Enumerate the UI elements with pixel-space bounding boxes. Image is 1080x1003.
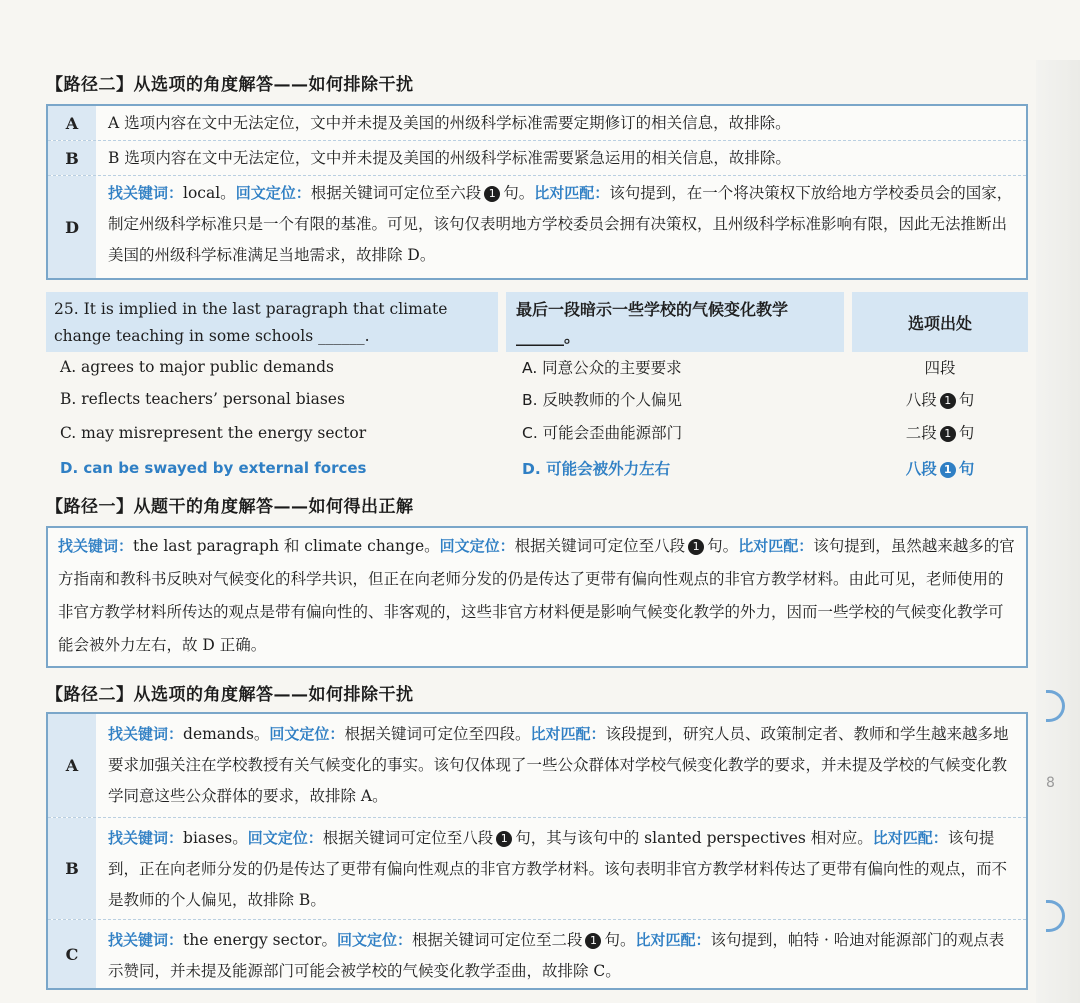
margin-number: 8 bbox=[1046, 775, 1055, 791]
question-stem-zh: 最后一段暗示一些学校的气候变化教学______。 bbox=[506, 292, 844, 352]
option-en: A. agrees to major public demands bbox=[60, 358, 334, 376]
locate-label: 回文定位： bbox=[235, 184, 311, 202]
option-label: B bbox=[48, 141, 96, 175]
source-column-header: 选项出处 bbox=[852, 292, 1028, 352]
keyword-text: local。 bbox=[183, 184, 236, 202]
table-row bbox=[48, 714, 1026, 818]
keyword-label: 找关键词： bbox=[108, 829, 184, 847]
section-title: 【路径二】从选项的角度解答——如何排除干扰 bbox=[46, 685, 414, 705]
option-analysis bbox=[96, 714, 1026, 817]
option-label: D bbox=[48, 176, 96, 278]
option-en: B. reflects teachers’ personal biases bbox=[60, 390, 345, 408]
match-label: 比对匹配： bbox=[738, 537, 814, 555]
locate-label: 回文定位： bbox=[247, 829, 323, 847]
locate-text: 根据关键词可定位至六段 bbox=[310, 184, 482, 202]
option-zh-correct: D. 可能会被外力左右 bbox=[522, 460, 671, 478]
locate-text-end: 句。 bbox=[604, 931, 636, 949]
question-stem-en: 25. It is implied in the last paragraph that climate change teaching in some schools ______. bbox=[46, 292, 498, 352]
sentence-number-badge: 1 bbox=[496, 831, 512, 847]
sentence-number-badge: 1 bbox=[688, 539, 704, 555]
keyword-text: the last paragraph 和 climate change。 bbox=[133, 537, 440, 555]
locate-text-end: 句，其与该句中的 slanted perspectives 相对应。 bbox=[515, 829, 873, 847]
sentence-number-badge: 1 bbox=[585, 933, 601, 949]
keyword-text: the energy sector。 bbox=[183, 931, 337, 949]
match-text: 该句提到，帕特 · 哈迪对能源部门的观点表示赞同，并未提及能源部门可能会被学校的气候变化教学歪曲，故排除 C。 bbox=[108, 931, 1005, 980]
sentence-number-badge: 1 bbox=[940, 426, 956, 442]
table-row bbox=[48, 106, 1026, 141]
locate-text: 根据关键词可定位至四段。 bbox=[344, 725, 531, 743]
match-label: 比对匹配： bbox=[872, 829, 948, 847]
option-zh: B. 反映教师的个人偏见 bbox=[522, 391, 682, 409]
correct-answer-analysis bbox=[46, 526, 1028, 668]
locate-label: 回文定位： bbox=[439, 537, 515, 555]
locate-label: 回文定位： bbox=[269, 725, 345, 743]
option-analysis bbox=[96, 176, 1026, 278]
match-text: 该段提到，研究人员、政策制定者、教师和学生越来越多地要求加强关注在学校教授有关气候变化的事实。该句仅体现了一些公众群体对学校气候变化教学的要求，并未提及学校的气候变化教学同意这些公众群体的要求，故排除 A。 bbox=[108, 725, 1009, 805]
page-edge-shadow bbox=[1036, 60, 1080, 1003]
match-label: 比对匹配： bbox=[534, 184, 610, 202]
option-label: B bbox=[48, 818, 96, 919]
match-text: 该句提到，正在向老师分发的仍是传达了更带有偏向性观点的非官方教学材料。该句表明非官方教学材料传达了更带有偏向性的观点，而不是教师的个人偏见，故排除 B。 bbox=[108, 829, 1008, 909]
sentence-number-badge: 1 bbox=[940, 393, 956, 409]
sentence-number-badge: 1 bbox=[940, 462, 956, 478]
option-source: 四段 bbox=[924, 359, 956, 377]
locate-text: 根据关键词可定位至八段 bbox=[322, 829, 494, 847]
option-zh: A. 同意公众的主要要求 bbox=[522, 359, 682, 377]
option-label: A bbox=[48, 106, 96, 140]
locate-label: 回文定位： bbox=[336, 931, 412, 949]
table-row bbox=[48, 176, 1026, 278]
option-en-correct: D. can be swayed by external forces bbox=[60, 459, 367, 477]
locate-text-end: 句。 bbox=[707, 537, 739, 555]
keyword-text: demands。 bbox=[183, 725, 270, 743]
options-analysis-table bbox=[46, 104, 1028, 280]
option-source: 二段 1 句 bbox=[905, 424, 975, 442]
option-analysis: B 选项内容在文中无法定位，文中并未提及美国的州级科学标准需要紧急运用的相关信息，故排除。 bbox=[108, 149, 791, 167]
option-label: A bbox=[48, 714, 96, 817]
locate-text: 根据关键词可定位至八段 bbox=[514, 537, 686, 555]
keyword-text: biases。 bbox=[183, 829, 248, 847]
options-analysis-table bbox=[46, 712, 1028, 990]
keyword-label: 找关键词： bbox=[108, 725, 184, 743]
keyword-label: 找关键词： bbox=[58, 537, 134, 555]
section-title: 【路径二】从选项的角度解答——如何排除干扰 bbox=[46, 75, 414, 95]
table-row bbox=[48, 141, 1026, 176]
match-text: 该句提到，虽然越来越多的官方指南和教科书反映对气候变化的科学共识，但正在向老师分发的仍是传达了更带有偏向性观点的非官方教学材料。由此可见，老师使用的非官方教学材料所传达的观点是带有偏向性的、非客观的，这些非官方材料便是影响气候变化教学的外力，因而一些学校的气候变化教学可能会被外力左右，故 D 正确。 bbox=[58, 537, 1015, 654]
option-analysis bbox=[96, 920, 1026, 988]
option-analysis: A 选项内容在文中无法定位，文中并未提及美国的州级科学标准需要定期修订的相关信息，故排除。 bbox=[108, 114, 791, 132]
match-label: 比对匹配： bbox=[530, 725, 606, 743]
sentence-number-badge: 1 bbox=[484, 186, 500, 202]
option-zh: C. 可能会歪曲能源部门 bbox=[522, 424, 683, 442]
keyword-label: 找关键词： bbox=[108, 931, 184, 949]
option-source: 八段 1 句 bbox=[905, 391, 975, 409]
option-label: C bbox=[48, 920, 96, 988]
table-row bbox=[48, 818, 1026, 920]
option-analysis bbox=[96, 818, 1026, 919]
locate-text-end: 句。 bbox=[503, 184, 535, 202]
table-row bbox=[48, 920, 1026, 988]
match-text: 该句提到，在一个将决策权下放给地方学校委员会的国家，制定州级科学标准只是一个有限的基准。可见，该句仅表明地方学校委员会拥有决策权，且州级科学标准影响有限，因此无法推断出美国的州级科学标准满足当地需求，故排除 D。 bbox=[108, 184, 1013, 264]
section-title: 【路径一】从题干的角度解答——如何得出正解 bbox=[46, 497, 414, 517]
locate-text: 根据关键词可定位至二段 bbox=[411, 931, 583, 949]
option-en: C. may misrepresent the energy sector bbox=[60, 424, 367, 442]
keyword-label: 找关键词： bbox=[108, 184, 184, 202]
match-label: 比对匹配： bbox=[635, 931, 711, 949]
option-source-correct: 八段 1 句 bbox=[905, 460, 975, 478]
